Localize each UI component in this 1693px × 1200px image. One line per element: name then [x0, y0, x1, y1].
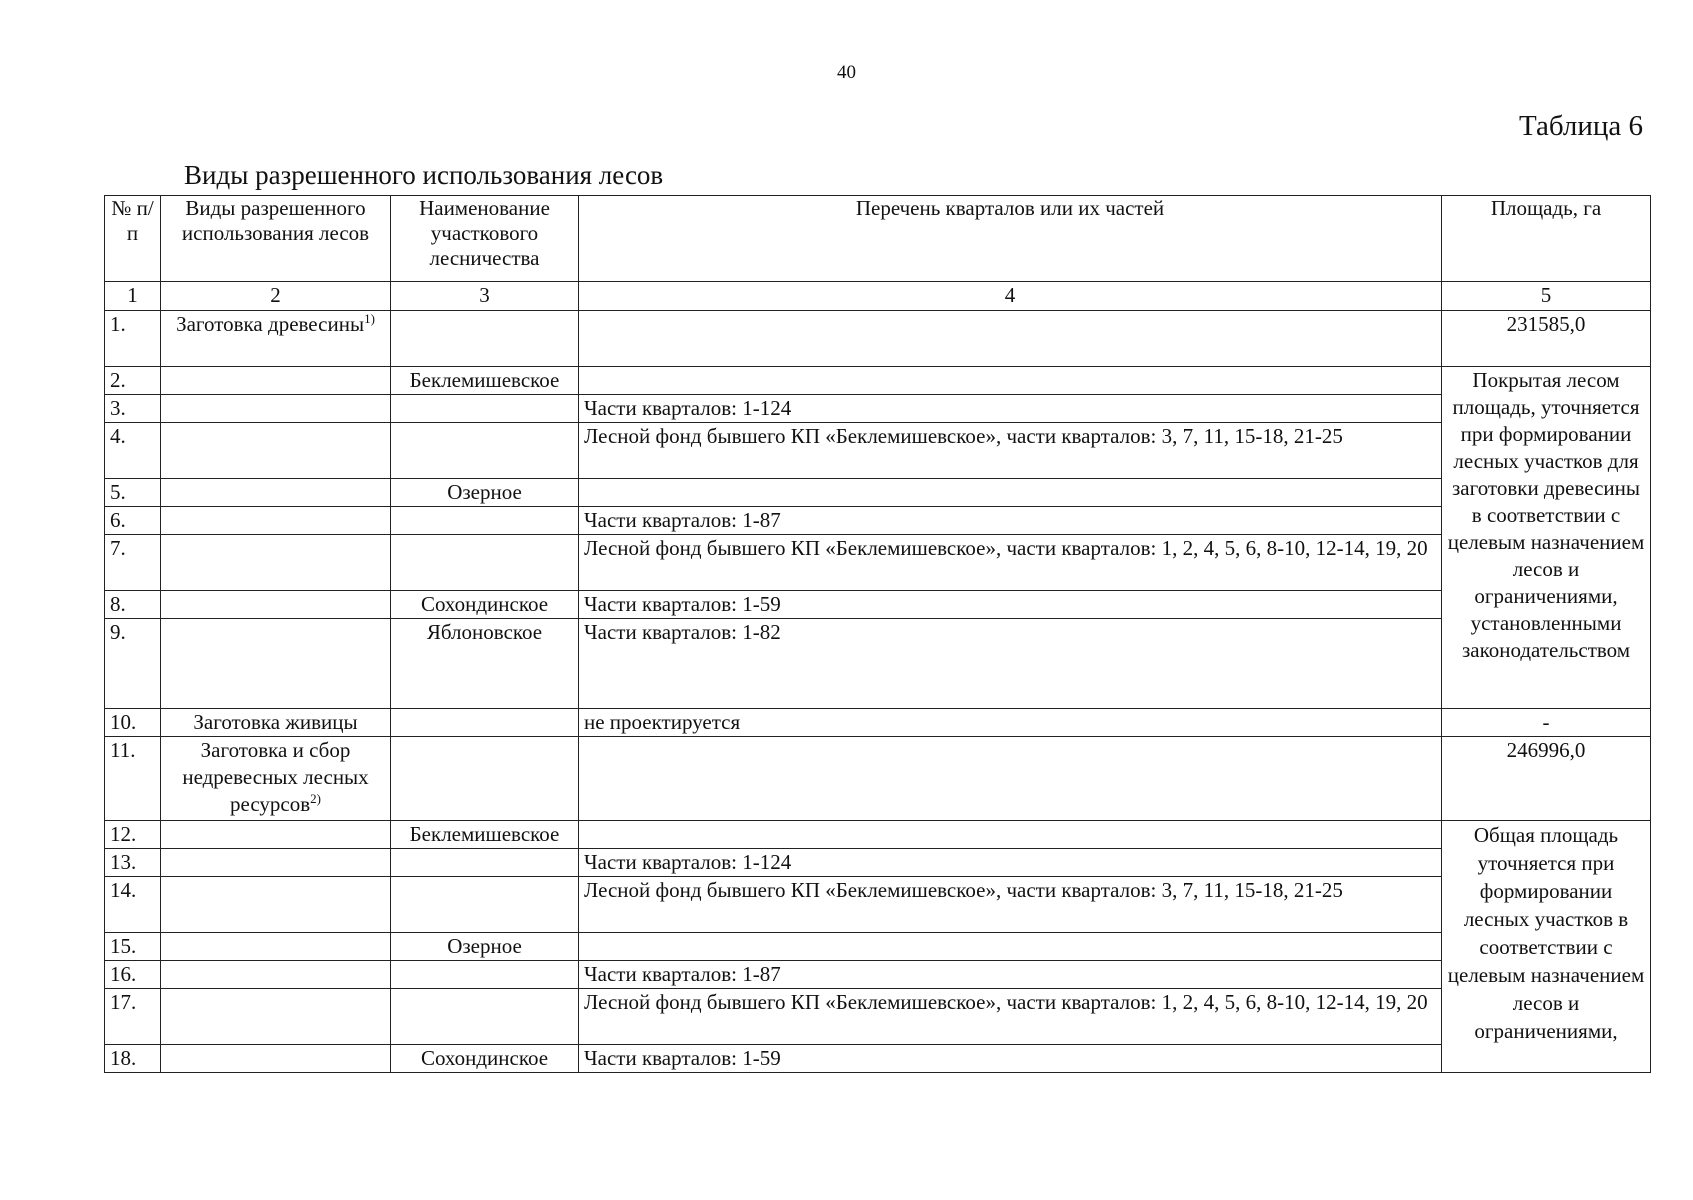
area-note-nontimber: Общая площадь уточняется при формировании лесных участков в соответствии с целевым назначением лесов и ограничениями,	[1442, 821, 1651, 1073]
row-number: 6.	[105, 507, 161, 535]
quarters-cell: Части кварталов: 1-87	[579, 507, 1442, 535]
area-cell: -	[1442, 709, 1651, 737]
forestry-cell	[391, 849, 579, 877]
use-kind-cell	[161, 395, 391, 423]
quarters-cell	[579, 821, 1442, 849]
use-kind-cell	[161, 821, 391, 849]
table-row	[105, 311, 1651, 367]
column-number: 2	[161, 282, 391, 311]
table-row	[105, 507, 1651, 535]
use-kind-cell	[161, 535, 391, 591]
area-cell: 231585,0	[1442, 311, 1651, 367]
quarters-cell: Части кварталов: 1-124	[579, 849, 1442, 877]
forestry-cell: Яблоновское	[391, 619, 579, 709]
forestry-cell	[391, 877, 579, 933]
row-number: 3.	[105, 395, 161, 423]
forestry-cell	[391, 311, 579, 367]
header-forestry: Наименование участкового лесничества	[391, 196, 579, 282]
column-number-row	[105, 282, 1651, 311]
table-row	[105, 877, 1651, 933]
quarters-cell: Лесной фонд бывшего КП «Беклемишевское», части кварталов: 3, 7, 11, 15-18, 21-25	[579, 423, 1442, 479]
use-kind-cell	[161, 933, 391, 961]
forestry-cell: Озерное	[391, 479, 579, 507]
table-row	[105, 535, 1651, 591]
quarters-cell	[579, 311, 1442, 367]
forestry-cell	[391, 961, 579, 989]
use-kind-cell	[161, 423, 391, 479]
quarters-cell: Лесной фонд бывшего КП «Беклемишевское», части кварталов: 1, 2, 4, 5, 6, 8-10, 12-14, 19, 20	[579, 535, 1442, 591]
row-number: 7.	[105, 535, 161, 591]
quarters-cell: Лесной фонд бывшего КП «Беклемишевское», части кварталов: 1, 2, 4, 5, 6, 8-10, 12-14, 19, 20	[579, 989, 1442, 1045]
column-number: 4	[579, 282, 1442, 311]
table-header-row	[105, 196, 1651, 282]
use-kind-cell	[161, 311, 391, 367]
forestry-cell	[391, 507, 579, 535]
use-kind: Заготовка древесины	[176, 312, 365, 336]
table-row	[105, 821, 1651, 849]
row-number: 4.	[105, 423, 161, 479]
forestry-cell	[391, 535, 579, 591]
row-number: 5.	[105, 479, 161, 507]
header-quarters: Перечень кварталов или их частей	[579, 196, 1442, 282]
forestry-cell: Озерное	[391, 933, 579, 961]
table-title: Виды разрешенного использования лесов	[184, 160, 664, 190]
table-row	[105, 423, 1651, 479]
page-number: 40	[837, 62, 856, 83]
table-row	[105, 961, 1651, 989]
forestry-cell	[391, 709, 579, 737]
row-number: 14.	[105, 877, 161, 933]
quarters-cell: Лесной фонд бывшего КП «Беклемишевское», части кварталов: 3, 7, 11, 15-18, 21-25	[579, 877, 1442, 933]
row-number: 11.	[105, 737, 161, 821]
forestry-cell	[391, 737, 579, 821]
row-number: 8.	[105, 591, 161, 619]
quarters-cell: не проектируется	[579, 709, 1442, 737]
use-kind-cell	[161, 989, 391, 1045]
table-row	[105, 709, 1651, 737]
quarters-cell	[579, 737, 1442, 821]
column-number: 3	[391, 282, 579, 311]
row-number: 2.	[105, 367, 161, 395]
header-number: № п/п	[105, 196, 161, 282]
quarters-cell: Части кварталов: 1-59	[579, 591, 1442, 619]
quarters-cell: Части кварталов: 1-82	[579, 619, 1442, 709]
table-label: Таблица 6	[1518, 110, 1643, 142]
table-row	[105, 619, 1651, 709]
quarters-cell	[579, 479, 1442, 507]
quarters-cell: Части кварталов: 1-87	[579, 961, 1442, 989]
use-kind: Заготовка и сбор недревесных лесных ресурсов	[182, 738, 369, 816]
footnote-mark: 1)	[364, 311, 375, 326]
table-row	[105, 591, 1651, 619]
row-number: 10.	[105, 709, 161, 737]
row-number: 12.	[105, 821, 161, 849]
row-number: 18.	[105, 1045, 161, 1073]
table-row	[105, 1045, 1651, 1073]
forestry-cell	[391, 989, 579, 1045]
area-note-timber: Покрытая лесом площадь, уточняется при формировании лесных участков для заготовки древесины в соответствии с целевым назначением лесов и ограничениями, установленными законодательством	[1442, 367, 1651, 709]
row-number: 17.	[105, 989, 161, 1045]
header-area: Площадь, га	[1442, 196, 1651, 282]
footnote-mark: 2)	[310, 791, 321, 806]
row-number: 9.	[105, 619, 161, 709]
row-number: 1.	[105, 311, 161, 367]
table-row	[105, 933, 1651, 961]
column-number: 1	[105, 282, 161, 311]
use-kind-cell	[161, 737, 391, 821]
forestry-cell: Беклемишевское	[391, 367, 579, 395]
quarters-cell	[579, 933, 1442, 961]
forestry-cell: Сохондинское	[391, 1045, 579, 1073]
table-row	[105, 989, 1651, 1045]
row-number: 13.	[105, 849, 161, 877]
quarters-cell: Части кварталов: 1-124	[579, 395, 1442, 423]
forestry-cell	[391, 395, 579, 423]
table-row	[105, 737, 1651, 821]
row-number: 16.	[105, 961, 161, 989]
forestry-cell	[391, 423, 579, 479]
use-kind-cell	[161, 877, 391, 933]
header-use-kind: Виды разрешенного использования лесов	[161, 196, 391, 282]
table-row	[105, 367, 1651, 395]
use-kind-cell: Заготовка живицы	[161, 709, 391, 737]
use-kind-cell	[161, 1045, 391, 1073]
forestry-cell: Сохондинское	[391, 591, 579, 619]
quarters-cell	[579, 367, 1442, 395]
row-number: 15.	[105, 933, 161, 961]
quarters-cell: Части кварталов: 1-59	[579, 1045, 1442, 1073]
use-kind-cell	[161, 849, 391, 877]
use-kind-cell	[161, 367, 391, 395]
use-kind-cell	[161, 619, 391, 709]
area-cell: 246996,0	[1442, 737, 1651, 821]
use-kind-cell	[161, 507, 391, 535]
column-number: 5	[1442, 282, 1651, 311]
table-row	[105, 849, 1651, 877]
use-kind-cell	[161, 961, 391, 989]
table-row	[105, 479, 1651, 507]
forestry-cell: Беклемишевское	[391, 821, 579, 849]
use-kind-cell	[161, 479, 391, 507]
forest-use-table	[104, 195, 1651, 1073]
table-row	[105, 395, 1651, 423]
use-kind-cell	[161, 591, 391, 619]
